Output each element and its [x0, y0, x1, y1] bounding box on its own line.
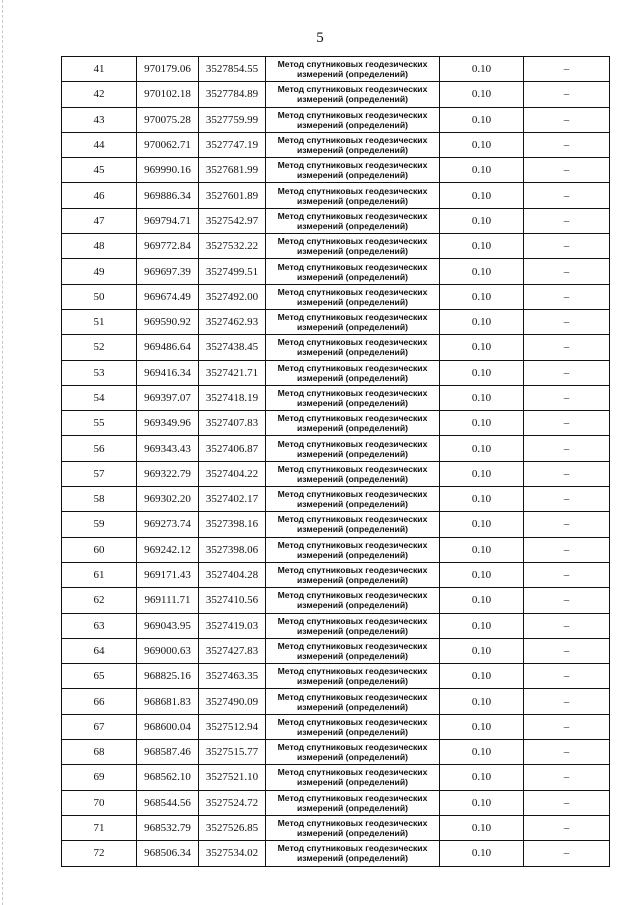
method-line-1: Метод спутниковых геодезических	[277, 716, 428, 727]
table-row	[62, 82, 610, 107]
method-line-1: Метод спутниковых геодезических	[277, 742, 428, 753]
table-row	[62, 411, 610, 436]
note-dash-cell: –	[524, 411, 610, 436]
point-number-cell: 50	[62, 284, 137, 309]
note-dash-cell: –	[524, 562, 610, 587]
method-line-1: Метод спутниковых геодезических	[277, 463, 428, 474]
accuracy-cell: 0.10	[440, 183, 524, 208]
method-line-1: Метод спутниковых геодезических	[277, 185, 428, 196]
x-coordinate-cell: 969343.43	[137, 436, 199, 461]
method-line-2: измерений (определений)	[297, 802, 408, 813]
note-dash-cell: –	[524, 815, 610, 840]
method-line-2: измерений (определений)	[297, 398, 408, 408]
y-coordinate-cell: 3527534.02	[199, 841, 266, 866]
note-dash-cell: –	[524, 234, 610, 259]
note-dash-cell: –	[524, 107, 610, 132]
method-line-2: измерений (определений)	[297, 347, 408, 358]
y-coordinate-cell: 3527854.55	[199, 57, 266, 82]
table-row	[62, 360, 610, 385]
point-number-cell: 46	[62, 183, 137, 208]
y-coordinate-cell: 3527532.22	[199, 234, 266, 259]
accuracy-cell: 0.10	[440, 234, 524, 259]
y-coordinate-cell: 3527521.10	[199, 765, 266, 790]
point-number-cell: 57	[62, 461, 137, 486]
y-coordinate-cell: 3527524.72	[199, 790, 266, 815]
y-coordinate-cell: 3527402.17	[199, 487, 266, 512]
table-row	[62, 57, 610, 82]
table-row	[62, 562, 610, 587]
note-dash-cell: –	[524, 385, 610, 410]
point-number-cell: 62	[62, 588, 137, 613]
y-coordinate-cell: 3527542.97	[199, 208, 266, 233]
table-row	[62, 234, 610, 259]
note-dash-cell: –	[524, 765, 610, 790]
note-dash-cell: –	[524, 841, 610, 866]
method-cell	[266, 638, 440, 663]
y-coordinate-cell: 3527601.89	[199, 183, 266, 208]
method-line-2: измерений (определений)	[297, 499, 408, 510]
note-dash-cell: –	[524, 360, 610, 385]
method-cell	[266, 107, 440, 132]
x-coordinate-cell: 970102.18	[137, 82, 199, 107]
x-coordinate-cell: 969043.95	[137, 613, 199, 638]
note-dash-cell: –	[524, 158, 610, 183]
y-coordinate-cell: 3527404.28	[199, 562, 266, 587]
y-coordinate-cell: 3527427.83	[199, 638, 266, 663]
method-line-1: Метод спутниковых геодезических	[277, 84, 428, 95]
x-coordinate-cell: 968544.56	[137, 790, 199, 815]
method-line-1: Метод спутниковых геодезических	[277, 691, 428, 702]
accuracy-cell: 0.10	[440, 487, 524, 512]
note-dash-cell: –	[524, 259, 610, 284]
accuracy-cell: 0.10	[440, 740, 524, 765]
note-dash-cell: –	[524, 689, 610, 714]
note-dash-cell: –	[524, 487, 610, 512]
table-row	[62, 740, 610, 765]
y-coordinate-cell: 3527463.35	[199, 664, 266, 689]
x-coordinate-cell: 968681.83	[137, 689, 199, 714]
method-line-1: Метод спутниковых геодезических	[277, 236, 428, 247]
point-number-cell: 42	[62, 82, 137, 107]
table-row	[62, 613, 610, 638]
accuracy-cell: 0.10	[440, 841, 524, 866]
method-line-2: измерений (определений)	[297, 296, 408, 307]
x-coordinate-cell: 969697.39	[137, 259, 199, 284]
method-cell	[266, 411, 440, 436]
method-line-1: Метод спутниковых геодезических	[277, 767, 428, 778]
point-number-cell: 59	[62, 512, 137, 537]
note-dash-cell: –	[524, 132, 610, 157]
accuracy-cell: 0.10	[440, 385, 524, 410]
table-row	[62, 335, 610, 360]
accuracy-cell: 0.10	[440, 689, 524, 714]
point-number-cell: 70	[62, 790, 137, 815]
point-number-cell: 43	[62, 107, 137, 132]
x-coordinate-cell: 969397.07	[137, 385, 199, 410]
accuracy-cell: 0.10	[440, 765, 524, 790]
method-line-2: измерений (определений)	[297, 119, 408, 130]
point-number-cell: 61	[62, 562, 137, 587]
method-line-1: Метод спутниковых геодезических	[277, 514, 428, 525]
note-dash-cell: –	[524, 714, 610, 739]
method-line-2: измерений (определений)	[297, 195, 408, 206]
method-line-2: измерений (определений)	[297, 853, 408, 864]
method-line-1: Метод спутниковых геодезических	[277, 261, 428, 272]
accuracy-cell: 0.10	[440, 512, 524, 537]
y-coordinate-cell: 3527747.19	[199, 132, 266, 157]
x-coordinate-cell: 968506.34	[137, 841, 199, 866]
method-line-2: измерений (определений)	[297, 220, 408, 231]
y-coordinate-cell: 3527398.06	[199, 537, 266, 562]
accuracy-cell: 0.10	[440, 664, 524, 689]
method-line-1: Метод спутниковых геодезических	[277, 135, 428, 146]
point-number-cell: 58	[62, 487, 137, 512]
y-coordinate-cell: 3527418.19	[199, 385, 266, 410]
method-line-2: измерений (определений)	[297, 246, 408, 257]
point-number-cell: 54	[62, 385, 137, 410]
method-cell	[266, 537, 440, 562]
method-line-1: Метод спутниковых геодезических	[277, 109, 428, 120]
method-cell	[266, 664, 440, 689]
point-number-cell: 47	[62, 208, 137, 233]
x-coordinate-cell: 968532.79	[137, 815, 199, 840]
point-number-cell: 41	[62, 57, 137, 82]
note-dash-cell: –	[524, 613, 610, 638]
accuracy-cell: 0.10	[440, 714, 524, 739]
point-number-cell: 45	[62, 158, 137, 183]
table-row	[62, 664, 610, 689]
accuracy-cell: 0.10	[440, 436, 524, 461]
method-line-1: Метод спутниковых геодезических	[277, 539, 428, 550]
method-line-2: измерений (определений)	[297, 372, 408, 383]
table-row	[62, 714, 610, 739]
method-line-2: измерений (определений)	[297, 625, 408, 636]
method-cell	[266, 562, 440, 587]
y-coordinate-cell: 3527410.56	[199, 588, 266, 613]
point-number-cell: 67	[62, 714, 137, 739]
y-coordinate-cell: 3527784.89	[199, 82, 266, 107]
accuracy-cell: 0.10	[440, 57, 524, 82]
point-number-cell: 65	[62, 664, 137, 689]
method-cell	[266, 841, 440, 866]
accuracy-cell: 0.10	[440, 537, 524, 562]
accuracy-cell: 0.10	[440, 132, 524, 157]
method-cell	[266, 183, 440, 208]
accuracy-cell: 0.10	[440, 638, 524, 663]
point-number-cell: 68	[62, 740, 137, 765]
note-dash-cell: –	[524, 284, 610, 309]
coordinates-table-body	[62, 57, 610, 867]
method-line-2: измерений (определений)	[297, 94, 408, 105]
x-coordinate-cell: 970075.28	[137, 107, 199, 132]
note-dash-cell: –	[524, 512, 610, 537]
method-cell	[266, 57, 440, 82]
method-line-2: измерений (определений)	[297, 145, 408, 156]
method-cell	[266, 588, 440, 613]
table-row	[62, 638, 610, 663]
method-cell	[266, 740, 440, 765]
method-line-2: измерений (определений)	[297, 549, 408, 560]
method-cell	[266, 765, 440, 790]
table-row	[62, 512, 610, 537]
y-coordinate-cell: 3527438.45	[199, 335, 266, 360]
accuracy-cell: 0.10	[440, 158, 524, 183]
method-cell	[266, 436, 440, 461]
table-row	[62, 107, 610, 132]
method-line-1: Метод спутниковых геодезических	[277, 565, 428, 576]
method-cell	[266, 487, 440, 512]
point-number-cell: 71	[62, 815, 137, 840]
method-line-2: измерений (определений)	[297, 322, 408, 333]
accuracy-cell: 0.10	[440, 461, 524, 486]
method-line-2: измерений (определений)	[297, 650, 408, 661]
method-line-2: измерений (определений)	[297, 423, 408, 434]
point-number-cell: 51	[62, 309, 137, 334]
y-coordinate-cell: 3527407.83	[199, 411, 266, 436]
y-coordinate-cell: 3527499.51	[199, 259, 266, 284]
accuracy-cell: 0.10	[440, 815, 524, 840]
x-coordinate-cell: 970179.06	[137, 57, 199, 82]
method-line-1: Метод спутниковых геодезических	[277, 286, 428, 297]
table-row	[62, 461, 610, 486]
coordinates-table	[61, 56, 610, 867]
method-cell	[266, 360, 440, 385]
x-coordinate-cell: 969171.43	[137, 562, 199, 587]
point-number-cell: 63	[62, 613, 137, 638]
method-line-1: Метод спутниковых геодезических	[277, 640, 428, 651]
table-row	[62, 487, 610, 512]
x-coordinate-cell: 970062.71	[137, 132, 199, 157]
note-dash-cell: –	[524, 588, 610, 613]
point-number-cell: 55	[62, 411, 137, 436]
note-dash-cell: –	[524, 790, 610, 815]
y-coordinate-cell: 3527681.99	[199, 158, 266, 183]
note-dash-cell: –	[524, 183, 610, 208]
table-row	[62, 132, 610, 157]
x-coordinate-cell: 969111.71	[137, 588, 199, 613]
x-coordinate-cell: 969886.34	[137, 183, 199, 208]
page-number: 5	[316, 30, 324, 46]
table-row	[62, 815, 610, 840]
note-dash-cell: –	[524, 82, 610, 107]
method-cell	[266, 714, 440, 739]
method-cell	[266, 259, 440, 284]
table-row	[62, 689, 610, 714]
accuracy-cell: 0.10	[440, 613, 524, 638]
note-dash-cell: –	[524, 461, 610, 486]
method-cell	[266, 309, 440, 334]
y-coordinate-cell: 3527462.93	[199, 309, 266, 334]
point-number-cell: 66	[62, 689, 137, 714]
table-row	[62, 765, 610, 790]
method-line-1: Метод спутниковых геодезических	[277, 160, 428, 171]
y-coordinate-cell: 3527406.87	[199, 436, 266, 461]
accuracy-cell: 0.10	[440, 335, 524, 360]
note-dash-cell: –	[524, 436, 610, 461]
table-row	[62, 284, 610, 309]
method-line-1: Метод спутниковых геодезических	[277, 615, 428, 626]
note-dash-cell: –	[524, 537, 610, 562]
method-cell	[266, 234, 440, 259]
x-coordinate-cell: 969990.16	[137, 158, 199, 183]
accuracy-cell: 0.10	[440, 790, 524, 815]
x-coordinate-cell: 969242.12	[137, 537, 199, 562]
method-line-1: Метод спутниковых геодезических	[277, 59, 428, 70]
y-coordinate-cell: 3527526.85	[199, 815, 266, 840]
note-dash-cell: –	[524, 638, 610, 663]
x-coordinate-cell: 968562.10	[137, 765, 199, 790]
y-coordinate-cell: 3527490.09	[199, 689, 266, 714]
accuracy-cell: 0.10	[440, 411, 524, 436]
x-coordinate-cell: 968600.04	[137, 714, 199, 739]
point-number-cell: 60	[62, 537, 137, 562]
method-line-1: Метод спутниковых геодезических	[277, 312, 428, 323]
y-coordinate-cell: 3527421.71	[199, 360, 266, 385]
table-row	[62, 309, 610, 334]
x-coordinate-cell: 969273.74	[137, 512, 199, 537]
accuracy-cell: 0.10	[440, 360, 524, 385]
note-dash-cell: –	[524, 335, 610, 360]
method-line-2: измерений (определений)	[297, 828, 408, 839]
method-line-2: измерений (определений)	[297, 575, 408, 586]
table-row	[62, 208, 610, 233]
method-line-1: Метод спутниковых геодезических	[277, 337, 428, 348]
method-cell	[266, 82, 440, 107]
point-number-cell: 56	[62, 436, 137, 461]
table-row	[62, 537, 610, 562]
table-row	[62, 841, 610, 866]
method-cell	[266, 512, 440, 537]
method-line-1: Метод спутниковых геодезических	[277, 489, 428, 500]
note-dash-cell: –	[524, 309, 610, 334]
accuracy-cell: 0.10	[440, 284, 524, 309]
x-coordinate-cell: 969349.96	[137, 411, 199, 436]
y-coordinate-cell: 3527512.94	[199, 714, 266, 739]
method-cell	[266, 132, 440, 157]
x-coordinate-cell: 969000.63	[137, 638, 199, 663]
y-coordinate-cell: 3527419.03	[199, 613, 266, 638]
accuracy-cell: 0.10	[440, 562, 524, 587]
y-coordinate-cell: 3527759.99	[199, 107, 266, 132]
method-line-2: измерений (определений)	[297, 726, 408, 737]
method-cell	[266, 385, 440, 410]
point-number-cell: 52	[62, 335, 137, 360]
accuracy-cell: 0.10	[440, 259, 524, 284]
method-line-2: измерений (определений)	[297, 473, 408, 484]
point-number-cell: 44	[62, 132, 137, 157]
point-number-cell: 49	[62, 259, 137, 284]
table-row	[62, 183, 610, 208]
note-dash-cell: –	[524, 57, 610, 82]
point-number-cell: 64	[62, 638, 137, 663]
x-coordinate-cell: 968587.46	[137, 740, 199, 765]
x-coordinate-cell: 968825.16	[137, 664, 199, 689]
table-row	[62, 588, 610, 613]
y-coordinate-cell: 3527398.16	[199, 512, 266, 537]
x-coordinate-cell: 969486.64	[137, 335, 199, 360]
x-coordinate-cell: 969674.49	[137, 284, 199, 309]
method-line-2: измерений (определений)	[297, 752, 408, 763]
method-cell	[266, 335, 440, 360]
accuracy-cell: 0.10	[440, 309, 524, 334]
method-cell	[266, 613, 440, 638]
method-line-2: измерений (определений)	[297, 600, 408, 611]
method-line-1: Метод спутниковых геодезических	[277, 666, 428, 677]
page-edge-line	[2, 0, 5, 905]
method-line-1: Метод спутниковых геодезических	[277, 818, 428, 829]
accuracy-cell: 0.10	[440, 588, 524, 613]
method-cell	[266, 790, 440, 815]
method-cell	[266, 158, 440, 183]
x-coordinate-cell: 969416.34	[137, 360, 199, 385]
method-line-2: измерений (определений)	[297, 676, 408, 687]
method-cell	[266, 284, 440, 309]
method-cell	[266, 815, 440, 840]
note-dash-cell: –	[524, 664, 610, 689]
method-line-2: измерений (определений)	[297, 524, 408, 535]
method-line-1: Метод спутниковых геодезических	[277, 792, 428, 803]
x-coordinate-cell: 969322.79	[137, 461, 199, 486]
method-line-2: измерений (определений)	[297, 448, 408, 459]
x-coordinate-cell: 969772.84	[137, 234, 199, 259]
method-cell	[266, 689, 440, 714]
y-coordinate-cell: 3527404.22	[199, 461, 266, 486]
method-line-1: Метод спутниковых геодезических	[277, 210, 428, 221]
point-number-cell: 69	[62, 765, 137, 790]
method-line-2: измерений (определений)	[297, 701, 408, 712]
table-row	[62, 385, 610, 410]
method-line-2: измерений (определений)	[297, 170, 408, 181]
table-row	[62, 436, 610, 461]
method-cell	[266, 208, 440, 233]
method-line-1: Метод спутниковых геодезических	[277, 590, 428, 601]
method-cell	[266, 461, 440, 486]
method-line-1: Метод спутниковых геодезических	[277, 438, 428, 449]
point-number-cell: 53	[62, 360, 137, 385]
table-row	[62, 790, 610, 815]
table-row	[62, 259, 610, 284]
method-line-1: Метод спутниковых геодезических	[277, 362, 428, 373]
note-dash-cell: –	[524, 208, 610, 233]
accuracy-cell: 0.10	[440, 82, 524, 107]
method-line-2: измерений (определений)	[297, 271, 408, 282]
accuracy-cell: 0.10	[440, 208, 524, 233]
note-dash-cell: –	[524, 740, 610, 765]
point-number-cell: 72	[62, 841, 137, 866]
method-line-1: Метод спутниковых геодезических	[277, 388, 428, 398]
x-coordinate-cell: 969590.92	[137, 309, 199, 334]
method-line-2: измерений (определений)	[297, 777, 408, 788]
x-coordinate-cell: 969302.20	[137, 487, 199, 512]
method-line-2: измерений (определений)	[297, 69, 408, 80]
y-coordinate-cell: 3527515.77	[199, 740, 266, 765]
x-coordinate-cell: 969794.71	[137, 208, 199, 233]
method-line-1: Метод спутниковых геодезических	[277, 413, 428, 424]
accuracy-cell: 0.10	[440, 107, 524, 132]
table-row	[62, 158, 610, 183]
point-number-cell: 48	[62, 234, 137, 259]
y-coordinate-cell: 3527492.00	[199, 284, 266, 309]
method-line-1: Метод спутниковых геодезических	[277, 843, 428, 854]
